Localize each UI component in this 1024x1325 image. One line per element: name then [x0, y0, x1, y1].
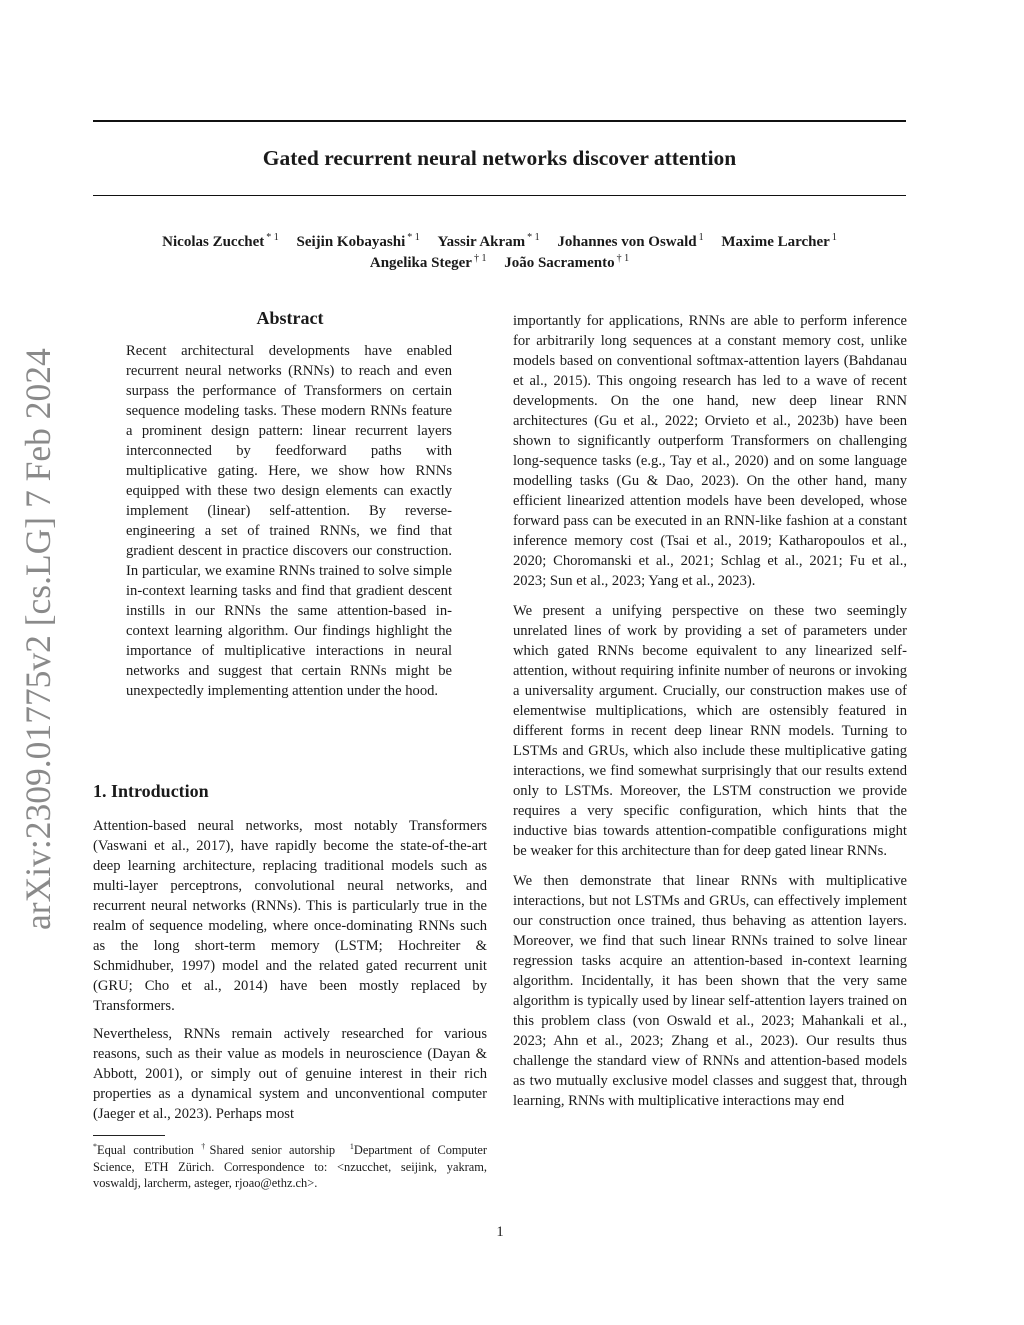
author-name: Johannes von Oswald: [557, 234, 697, 250]
paper-title: Gated recurrent neural networks discover attention: [262, 146, 737, 170]
right-paragraph-1: importantly for applications, RNNs are able to perform inference for arbitrarily long sequences at a constant memory cost, unlike models based on conventional softmax-attention layers (Bahdanau et al., 2015). This ongoing research has led to a wave of recent developments. On the one hand, new deep linear RNN architectures (Gu et al., 2022; Orvieto et al., 2023b) have been shown to significantly outperform Transformers on challenging long-sequence tasks (e.g., Tay et al., 2020) and on some language modelling tasks (Gu & Dao, 2023). On the other hand, many efficient linearized attention models have been developed, whose forward pass can be executed in an RNN-like fashion at a constant inference memory cost (Tsai et al., 2019; Katharopoulos et al., 2020; Choromanski et al., 2021; Schlag et al., 2021; Fu et al., 2023; Sun et al., 2023; Yang et al., 2023).: [513, 313, 907, 589]
footnote-mark-one: 1: [349, 1142, 354, 1151]
authors-line-1: [93, 232, 906, 251]
footnote-dept: Department of Computer Science, ETH Zürich. Correspondence to: <nzucchet, seijink, yakram, voswaldj, larcherm, asteger, rjoao@ethz.ch>.: [93, 1143, 488, 1191]
intro-paragraph-1: Attention-based neural networks, most notably Transformers (Vaswani et al., 2017), have rapidly become the state-of-the-art deep learning architecture, replacing traditional models such as multi-layer perceptrons, convolutional neural networks, and recurrent neural networks (RNNs). This is particularly true in the realm of sequence modeling, where once-dominating RNNs such as the long short-term memory (LSTM; Hochreiter & Schmidhuber, 1997) model and the related gated recurrent unit (GRU; Cho et al., 2014) have been mostly replaced by Transformers.: [93, 818, 487, 1014]
author-name: Angelika Steger: [369, 255, 472, 271]
footnote-rule: [93, 1135, 165, 1136]
arxiv-stamp: arXiv:2309.01775v2 [cs.LG] 7 Feb 2024: [18, 348, 58, 930]
author-affiliation: † 1: [473, 253, 487, 264]
right-paragraph-3: We then demonstrate that linear RNNs with multiplicative interactions, but not LSTMs and GRUs, can effectively implement our construction once trained, thus behaving as attention layers. Moreover, we find that such linear RNNs trained to solve linear regression tasks acquire an attention-based in-context learning algorithm. Incidentally, it has been shown that the very same algorithm is typically used by linear self-attention layers trained on this problem class (von Oswald et al., 2023; Mahankali et al., 2023; Ahn et al., 2023; Zhang et al., 2023). Our results thus challenge the standard view of RNNs and attention-based models as two mutually exclusive model classes and suggest that, through learning, RNNs with multiplicative interactions may end: [513, 873, 907, 1109]
title-rule-bottom: [93, 195, 906, 196]
footnote-senior: Shared senior autorship: [209, 1143, 336, 1158]
footnote: [93, 1139, 487, 1192]
author-affiliation: * 1: [527, 232, 540, 243]
author-affiliation: * 1: [266, 232, 279, 243]
author-affiliation: 1: [831, 232, 837, 243]
section-heading-introduction: 1. Introduction: [93, 781, 209, 801]
footnote-equal: Equal contribution: [97, 1143, 194, 1158]
author: [557, 234, 703, 250]
author-affiliation: † 1: [616, 253, 630, 264]
author-name: Nicolas Zucchet: [162, 234, 265, 250]
author-name: Maxime Larcher: [721, 234, 830, 250]
intro-paragraph-2: Nevertheless, RNNs remain actively researched for various reasons, such as their value as models in neuroscience (Dayan & Abbott, 2001), or simply out of genuine interest in their rich properties as a dynamical system and unconventional computer (Jaeger et al., 2023). Perhaps most: [93, 1026, 487, 1122]
right-paragraph-2: We present a unifying perspective on these two seemingly unrelated lines of work by providing a set of parameters under which gated RNNs become equivalent to any linearized self-attention, without requiring infinite number of neurons or invoking a universality argument. Crucially, our construction makes use of elementwise multiplications, which are ostensibly featured in different forms in recent deep linear RNN models. Turning to LSTMs and GRUs, which also include these multiplicative gating interactions, we find somewhat surprisingly that our results extend only to LSTMs. Moreover, the LSTM construction we provide requires a very specific configuration, which hints that the inductive bias towards attention-compatible configurations might be weaker for this architecture than for deep gated linear RNNs.: [513, 603, 907, 859]
author-name: João Sacramento: [504, 255, 615, 271]
footnote-mark-star: *: [93, 1142, 97, 1151]
author: [162, 234, 279, 250]
author: [438, 234, 540, 250]
author: [721, 234, 836, 250]
right-column: [513, 311, 907, 1121]
author-name: Yassir Akram: [437, 234, 526, 250]
author-name: Seijin Kobayashi: [296, 234, 406, 250]
author: [504, 255, 629, 271]
abstract-heading: Abstract: [256, 308, 324, 328]
author: [296, 234, 419, 250]
author-affiliation: 1: [698, 232, 704, 243]
author-affiliation: * 1: [407, 232, 420, 243]
footnote-mark-dagger: †: [201, 1142, 210, 1151]
authors-line-2: [93, 253, 906, 272]
page-number: 1: [496, 1224, 504, 1240]
title-rule-top: [93, 120, 906, 122]
abstract-body: Recent architectural developments have enabled recurrent neural networks (RNNs) to reach and even surpass the performance of Transformers on certain sequence modeling tasks. These modern RNNs feature a prominent design pattern: linear recurrent layers interconnected by feedforward paths with multiplicative gating. Here, we show how RNNs equipped with these two design elements can exactly implement (linear) self-attention. By reverse-engineering a set of trained RNNs, we find that gradient descent in practice discovers our construction. In particular, we examine RNNs trained to solve simple in-context learning tasks and find that gradient descent instills in our RNNs the same attention-based in-context learning algorithm. Our findings highlight the importance of multiplicative interactions in neural networks and suggest that certain RNNs might be unexpectedly implementing attention under the hood.: [126, 343, 452, 699]
author: [370, 255, 487, 271]
